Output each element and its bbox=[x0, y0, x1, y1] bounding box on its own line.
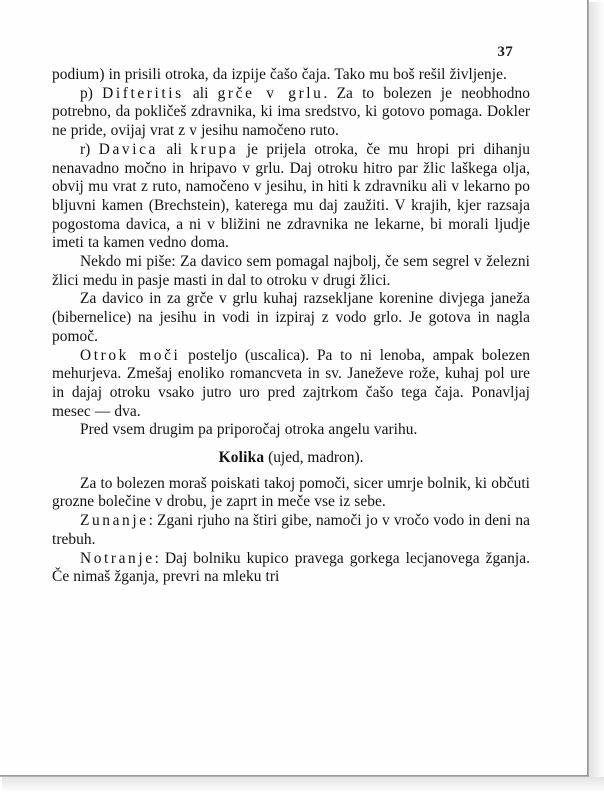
text-run: ali bbox=[183, 84, 218, 102]
paragraph bbox=[52, 421, 530, 440]
text-run: : Daj bolniku kupico pravega gorkega lecjanovega žganja. Če nimaš žganja, prevri na mleku tri bbox=[52, 549, 530, 586]
paragraph bbox=[52, 347, 530, 422]
body-text-block bbox=[52, 66, 530, 587]
text-run: podium) in prisili otroka, da izpije čašo čaja. Tako mu boš rešil življenje. bbox=[52, 66, 507, 83]
letterspaced-term: Notranje bbox=[80, 549, 155, 567]
section-heading-word: Kolika bbox=[218, 449, 265, 467]
text-run: Nekdo mi piše: Za davico sem pomagal najbolj, če sem segrel v železni žlici medu in pasje masti in dal to otroku v drugi žlici. bbox=[52, 253, 530, 289]
paragraph bbox=[52, 475, 530, 512]
section-heading-qualifier: (ujed, madron). bbox=[264, 449, 364, 467]
text-run: p) bbox=[80, 84, 103, 102]
paragraph bbox=[52, 550, 530, 587]
text-run: . Za to bolezen je neobhodno potrebno, da pokličeš zdravnika, ki ima sredstvo, ki gotovo pomaga. Dokler ne pride, ovijaj vrat z v jesihu namočeno ruto. bbox=[52, 84, 530, 140]
scan-frame-right-shadow bbox=[589, 2, 604, 792]
paragraph bbox=[52, 512, 530, 549]
text-run: je prijela otroka, če mu hropi pri dihanju nenavadno močno in hripavo v grlu. Daj otroku hitro par žlic laškega olja, obvij mu vrat z ruto, namočeno v jesihu, in hiti k zdravniku ali v lekarno po bljuvni kamen (Brechstein), katerega mu daj zaužiti. V krajih, kjer razsaja pogostoma davica, a ni v bližini ne zdravnika ne lekarne, bi morali ljudje imeti ta kamen vedno doma. bbox=[52, 140, 530, 252]
letterspaced-term: krupa bbox=[190, 140, 239, 158]
letterspaced-term: grče v grlu bbox=[217, 84, 324, 102]
paragraph bbox=[52, 290, 530, 346]
scan-frame-bottom-shadow bbox=[2, 777, 604, 792]
letterspaced-term: Otrok moči bbox=[80, 346, 181, 364]
section-heading-kolika bbox=[52, 440, 530, 475]
text-run: r) bbox=[80, 140, 99, 158]
paragraph bbox=[52, 253, 530, 290]
letterspaced-term: Zunanje bbox=[80, 512, 149, 530]
letterspaced-term: Davica bbox=[98, 140, 158, 158]
paragraph bbox=[52, 141, 530, 253]
text-run: ali bbox=[157, 140, 191, 158]
paragraph bbox=[52, 85, 530, 141]
text-run: Za davico in za grče v grlu kuhaj razsekljane korenine divjega janeža (bibernelice) na jesihu in vodi in izpiraj z vodo grlo. Je gotova in nagla pomoč. bbox=[52, 290, 530, 345]
paragraphs-after-heading bbox=[52, 475, 530, 587]
text-run: Za to bolezen moraš poiskati takoj pomoči, sicer umrje bolnik, ki občuti grozne bolečine v drobu, je zaprt in meče vse iz sebe. bbox=[52, 474, 530, 511]
letterspaced-term: Difteritis bbox=[102, 84, 184, 102]
page-number: 37 bbox=[497, 44, 513, 60]
text-run: posteljo (uscalica). Pa to ni lenoba, ampak bolezen mehurjeva. Zmešaj enoliko romancveta in sv. Janeževe rože, kuhaj pol ure in dajaj otroku vsako jutro uro pred zajtrkom čašo tega čaja. Ponavljaj mesec — dva. bbox=[52, 346, 530, 420]
paragraph bbox=[52, 66, 530, 85]
text-run: : Zgani rjuho na štiri gibe, namoči jo v vročo vodo in deni na trebuh. bbox=[52, 512, 530, 548]
paragraphs-before-heading bbox=[52, 66, 530, 440]
text-run: Pred vsem drugim pa priporočaj otroka angelu varihu. bbox=[80, 421, 418, 439]
